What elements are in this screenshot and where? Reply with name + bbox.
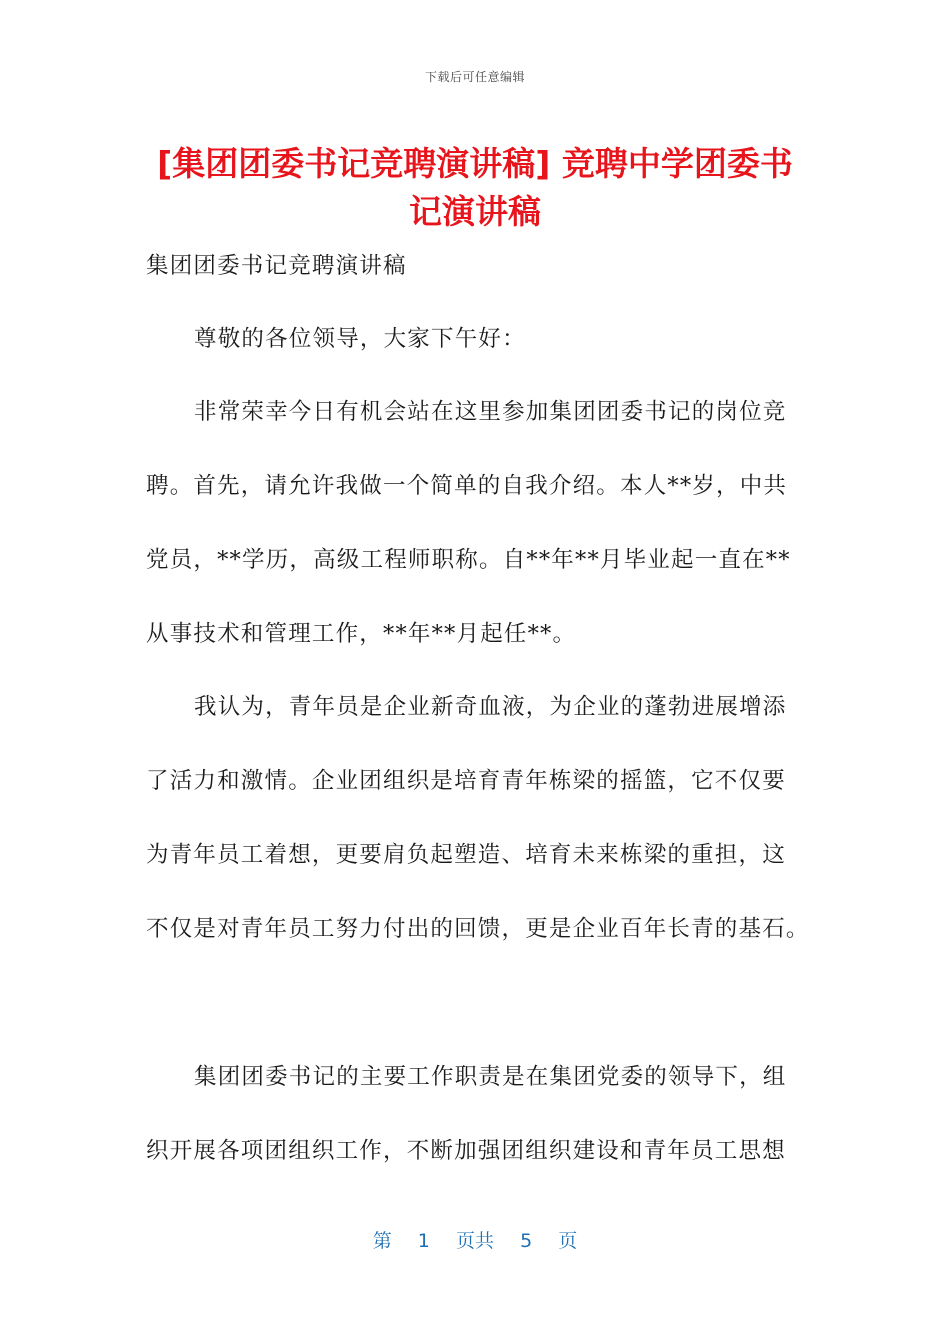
document-body — [146, 248, 810, 1170]
footer-page-prefix: 第 — [372, 1230, 392, 1252]
page-footer — [0, 1226, 950, 1253]
footer-total-pages: 5 — [520, 1230, 533, 1252]
paragraph-line: 从事技术和管理工作，**年**月起任**。 — [146, 621, 577, 647]
paragraph-line: 党员，**学历，高级工程师职称。自**年**月毕业起一直在** — [146, 547, 791, 573]
document-title-line-2: 记演讲稿 — [409, 192, 541, 231]
paragraph-line: 我认为，青年员是企业新奇血液，为企业的蓬勃进展增添 — [194, 694, 787, 720]
paragraph-line: 织开展各项团组织工作，不断加强团组织建设和青年员工思想 — [146, 1138, 786, 1164]
footer-current-page: 1 — [417, 1230, 430, 1252]
paragraph-line: 为青年员工着想，更要肩负起塑造、培育未来栋梁的重担，这 — [146, 842, 786, 868]
paragraph-line: 集团团委书记的主要工作职责是在集团党委的领导下，组 — [194, 1064, 787, 1090]
paragraph-line: 聘。首先，请允许我做一个简单的自我介绍。本人**岁，中共 — [146, 473, 788, 499]
paragraph-line: 了活力和激情。企业团组织是培育青年栋梁的摇篮，它不仅要 — [146, 768, 786, 794]
footer-page-middle: 页共 — [455, 1230, 494, 1252]
greeting: 尊敬的各位领导，大家下午好： — [194, 326, 526, 352]
paragraph-2 — [146, 689, 810, 948]
document-subtitle: 集团团委书记竞聘演讲稿 — [146, 253, 407, 279]
document-title — [140, 140, 810, 236]
paragraph-3 — [146, 1059, 806, 1170]
page-header-note: 下载后可任意编辑 — [424, 70, 525, 84]
document-title-line-1: [集团团委书记竞聘演讲稿] 竞聘中学团委书 — [157, 144, 793, 183]
paragraph-spacer — [146, 948, 806, 1059]
paragraph-1 — [146, 394, 806, 653]
footer-page-suffix: 页 — [558, 1230, 578, 1252]
paragraph-line: 不仅是对青年员工努力付出的回馈，更是企业百年长青的基石。 — [146, 916, 810, 942]
paragraph-line: 非常荣幸今日有机会站在这里参加集团团委书记的岗位竞 — [194, 399, 787, 425]
